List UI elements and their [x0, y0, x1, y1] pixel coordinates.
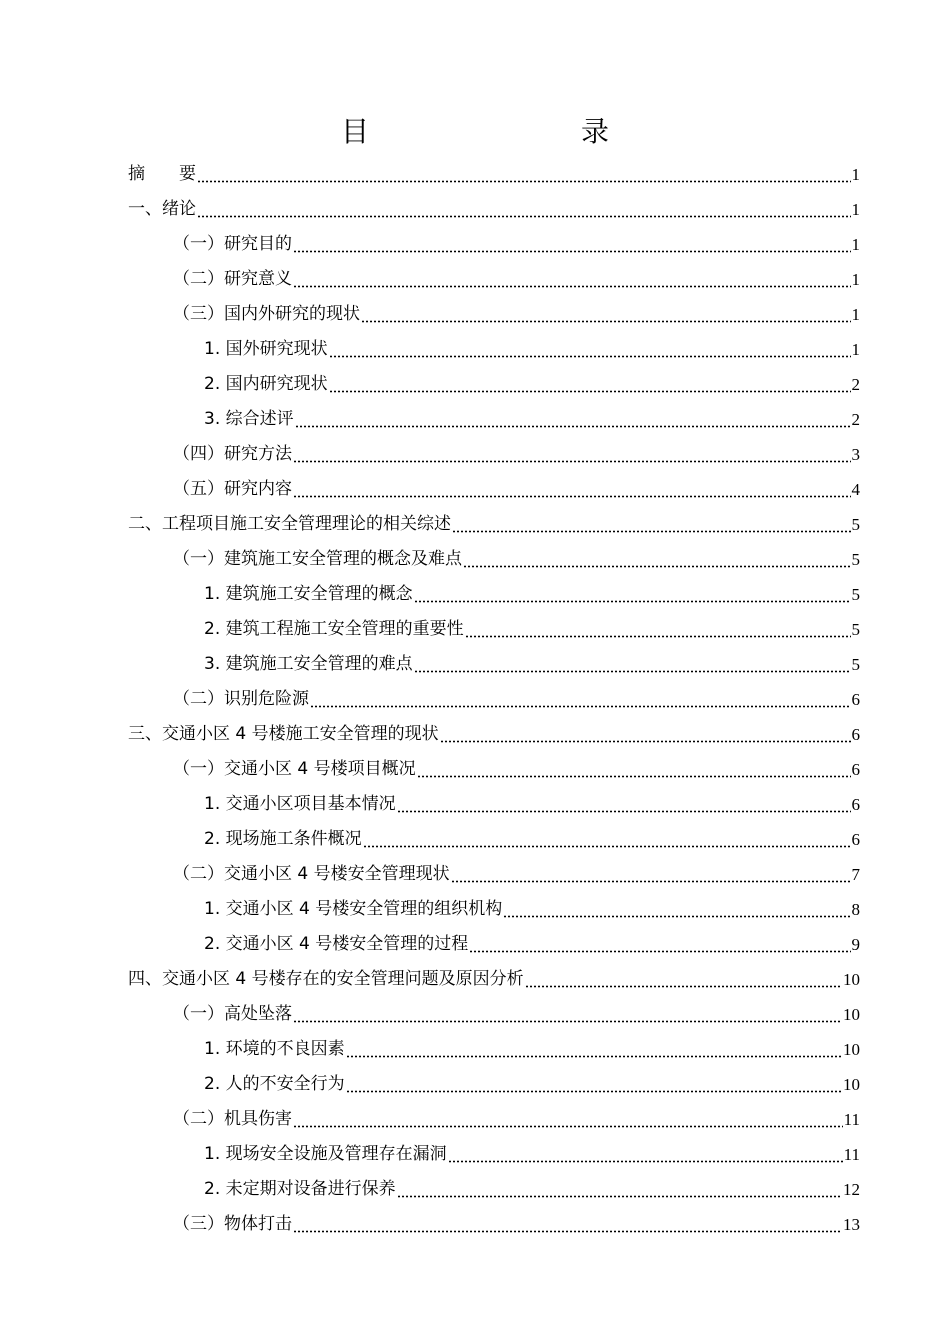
toc-entry-page-number: 5 [851, 655, 860, 674]
toc-entry[interactable] [204, 402, 860, 437]
toc-entry[interactable] [173, 472, 860, 507]
toc-entry-label: （一）研究目的 [173, 234, 292, 254]
toc-dot-leader [329, 355, 851, 358]
toc-entry-label: 1. 环境的不良因素 [204, 1039, 345, 1059]
toc-dot-leader [397, 1195, 842, 1198]
toc-dot-leader [361, 320, 851, 323]
toc-entry-label: 2. 人的不安全行为 [204, 1074, 345, 1094]
toc-dot-leader [197, 215, 851, 218]
toc-entry-page-number: 6 [851, 760, 860, 779]
toc-entry-page-number: 1 [851, 340, 860, 359]
toc-entry[interactable] [204, 787, 860, 822]
toc-entry[interactable] [128, 192, 860, 227]
toc-entry[interactable] [204, 367, 860, 402]
toc-dot-leader [346, 1055, 842, 1058]
toc-entry-page-number: 12 [843, 1180, 860, 1199]
toc-entry[interactable] [173, 752, 860, 787]
toc-entry-page-number: 9 [851, 935, 860, 954]
toc-entry-page-number: 6 [851, 725, 860, 744]
toc-dot-leader [503, 915, 850, 918]
toc-entry-label: 2. 建筑工程施工安全管理的重要性 [204, 619, 464, 639]
toc-dot-leader [465, 635, 851, 638]
toc-entry-label: 2. 国内研究现状 [204, 374, 328, 394]
toc-dot-leader [440, 740, 851, 743]
toc-entry[interactable] [204, 822, 860, 857]
toc-dot-leader [452, 530, 851, 533]
toc-entry-label: 1. 建筑施工安全管理的概念 [204, 584, 413, 604]
toc-entry[interactable] [204, 1067, 860, 1102]
toc-entry-page-number: 6 [851, 795, 860, 814]
toc-dot-leader [414, 670, 851, 673]
toc-dot-leader [525, 985, 842, 988]
toc-entry[interactable] [173, 1207, 860, 1242]
toc-entry-label: 3. 建筑施工安全管理的难点 [204, 654, 413, 674]
toc-entry-label: （三）国内外研究的现状 [173, 304, 360, 324]
toc-dot-leader [469, 950, 850, 953]
toc-dot-leader [293, 495, 851, 498]
toc-entry[interactable] [173, 997, 860, 1032]
toc-entry-page-number: 10 [843, 1005, 860, 1024]
toc-entry-label: 1. 国外研究现状 [204, 339, 328, 359]
toc-entry[interactable] [173, 857, 860, 892]
toc-entry-label: 一、绪论 [128, 199, 196, 219]
toc-entry-page-number: 1 [851, 235, 860, 254]
toc-entry[interactable] [128, 157, 860, 192]
toc-entry-page-number: 2 [851, 375, 860, 394]
toc-entry-page-number: 7 [851, 865, 860, 884]
toc-dot-leader [293, 250, 851, 253]
toc-entry[interactable] [173, 227, 860, 262]
toc-dot-leader [346, 1090, 842, 1093]
toc-entry-label: （二）识别危险源 [173, 689, 309, 709]
toc-entry-label: （一）交通小区 4 号楼项目概况 [173, 759, 416, 779]
toc-dot-leader [417, 775, 851, 778]
toc-entry-label: （二）研究意义 [173, 269, 292, 289]
toc-entry-page-number: 3 [851, 445, 860, 464]
toc-entry-label: （四）研究方法 [173, 444, 292, 464]
toc-entry-page-number: 8 [851, 900, 860, 919]
toc-entry-page-number: 2 [851, 410, 860, 429]
toc-entry[interactable] [173, 297, 860, 332]
toc-entry-page-number: 11 [843, 1145, 860, 1164]
toc-entry-page-number: 10 [843, 1075, 860, 1094]
toc-dot-leader [363, 845, 851, 848]
toc-entry[interactable] [204, 892, 860, 927]
toc-entry-label: 1. 交通小区 4 号楼安全管理的组织机构 [204, 899, 503, 919]
toc-entry[interactable] [173, 262, 860, 297]
toc-entry[interactable] [204, 1032, 860, 1067]
toc-entry-label: 2. 交通小区 4 号楼安全管理的过程 [204, 934, 469, 954]
toc-entry-page-number: 5 [851, 550, 860, 569]
toc-entry-page-number: 5 [851, 620, 860, 639]
toc-entry-page-number: 6 [851, 690, 860, 709]
toc-entry-page-number: 1 [851, 165, 860, 184]
toc-entry[interactable] [128, 962, 860, 997]
toc-entry[interactable] [204, 1137, 860, 1172]
toc-title: 目 录 [340, 115, 661, 148]
toc-dot-leader [451, 880, 851, 883]
toc-entry-page-number: 1 [851, 270, 860, 289]
toc-dot-leader [293, 285, 851, 288]
toc-entry-page-number: 5 [851, 515, 860, 534]
toc-entry-page-number: 1 [851, 200, 860, 219]
toc-entry-page-number: 11 [843, 1110, 860, 1129]
toc-dot-leader [397, 810, 851, 813]
toc-dot-leader [293, 1020, 842, 1023]
toc-entry[interactable] [204, 577, 860, 612]
toc-entry-label: （一）建筑施工安全管理的概念及难点 [173, 549, 462, 569]
toc-entry-page-number: 10 [843, 1040, 860, 1059]
toc-entry-page-number: 5 [851, 585, 860, 604]
toc-dot-leader [414, 600, 851, 603]
toc-dot-leader [293, 1230, 842, 1233]
toc-entry[interactable] [128, 717, 860, 752]
toc-dot-leader [197, 180, 851, 183]
toc-entry-label: 3. 综合述评 [204, 409, 294, 429]
toc-entry-label: 摘 要 [128, 164, 196, 184]
toc-entry[interactable] [173, 437, 860, 472]
toc-entry-label: （五）研究内容 [173, 479, 292, 499]
toc-entry-page-number: 4 [851, 480, 860, 499]
toc-dot-leader [463, 565, 851, 568]
toc-entry[interactable] [204, 927, 860, 962]
toc-entry-label: 三、交通小区 4 号楼施工安全管理的现状 [128, 724, 439, 744]
toc-dot-leader [293, 1125, 843, 1128]
toc-dot-leader [310, 705, 851, 708]
toc-dot-leader [295, 425, 851, 428]
toc-entry[interactable] [173, 1102, 860, 1137]
toc-entry-label: 1. 现场安全设施及管理存在漏洞 [204, 1144, 447, 1164]
toc-entry[interactable] [173, 682, 860, 717]
toc-entry-page-number: 6 [851, 830, 860, 849]
toc-entry-page-number: 13 [843, 1215, 860, 1234]
toc-entry-page-number: 1 [851, 305, 860, 324]
toc-entry[interactable] [204, 332, 860, 367]
toc-entry-label: 1. 交通小区项目基本情况 [204, 794, 396, 814]
toc-entry-label: 二、工程项目施工安全管理理论的相关综述 [128, 514, 451, 534]
toc-dot-leader [293, 460, 851, 463]
toc-entry[interactable] [204, 647, 860, 682]
toc-entry[interactable] [204, 1172, 860, 1207]
toc-entry-label: （一）高处坠落 [173, 1004, 292, 1024]
toc-entry-label: 2. 现场施工条件概况 [204, 829, 362, 849]
toc-dot-leader [448, 1160, 843, 1163]
toc-entry[interactable] [204, 612, 860, 647]
toc-entry-label: （二）交通小区 4 号楼安全管理现状 [173, 864, 450, 884]
toc-entry-label: 四、交通小区 4 号楼存在的安全管理问题及原因分析 [128, 969, 524, 989]
toc-entry-label: （二）机具伤害 [173, 1109, 292, 1129]
toc-entry[interactable] [173, 542, 860, 577]
toc-dot-leader [329, 390, 851, 393]
toc-entry[interactable] [128, 507, 860, 542]
toc-entry-label: 2. 未定期对设备进行保养 [204, 1179, 396, 1199]
toc-entry-label: （三）物体打击 [173, 1214, 292, 1234]
toc-entry-page-number: 10 [843, 970, 860, 989]
